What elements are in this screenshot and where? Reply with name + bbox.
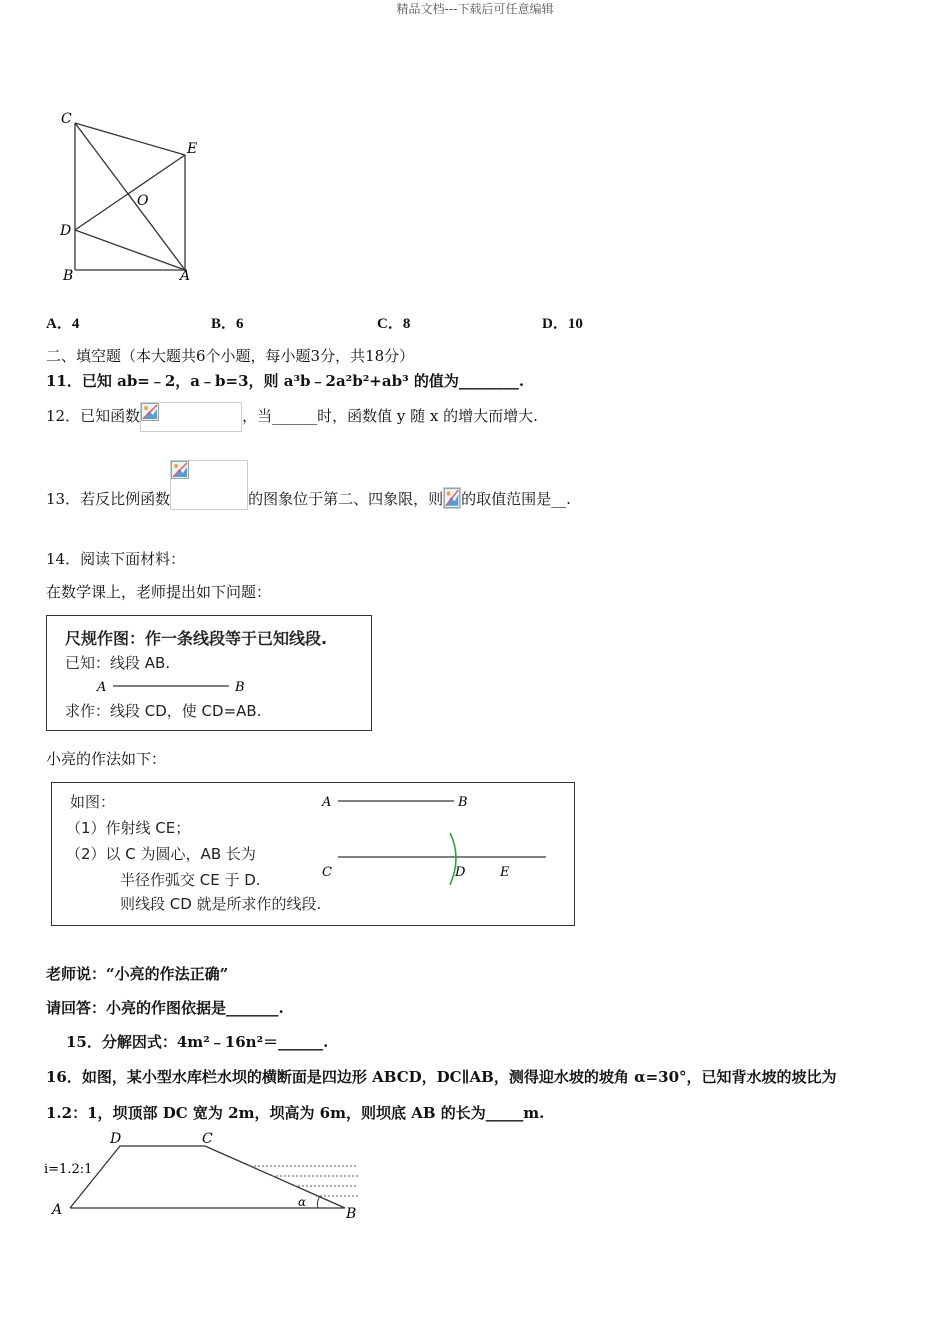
segment-ab [93, 676, 253, 696]
problem-box [46, 615, 372, 731]
broken-image-icon [141, 403, 159, 421]
box2-line3: （2）以 C 为圆心，AB 长为 [66, 845, 256, 863]
dam-label-a: A [52, 1202, 63, 1218]
q13-suffix: 的取值范围是__. [461, 490, 571, 508]
diag-label-a: A [322, 795, 332, 810]
diag-label-e: E [500, 865, 510, 880]
question-12 [46, 400, 538, 432]
dam-label-b: B [346, 1206, 357, 1222]
formula-image-placeholder [140, 402, 242, 432]
q13-prefix: 13．若反比例函数 [46, 490, 171, 508]
seg-label-b: B [235, 680, 245, 695]
label-e: E [187, 141, 198, 157]
broken-image-icon [444, 488, 460, 508]
variable-image-placeholder [443, 487, 461, 509]
construction-diagram [312, 787, 562, 897]
label-d: D [60, 223, 72, 239]
box2-line4: 半径作弧交 CE 于 D. [120, 871, 261, 889]
question-14-lead: 小亮的作法如下： [46, 750, 167, 768]
label-c: C [61, 111, 72, 127]
label-a: A [180, 268, 191, 284]
angle-alpha-label: α [298, 1195, 307, 1209]
broken-image-icon [171, 461, 189, 479]
slope-ratio-label: i=1.2:1 [44, 1162, 93, 1177]
figure-square-diagram [55, 105, 215, 285]
section-title: 二、填空题（本大题共6个小题，每小题3分，共18分） [46, 347, 415, 365]
option-d[interactable]: D．10 [542, 316, 583, 332]
page-header: 精品文档---下载后可任意编辑 [396, 2, 554, 16]
question-14-ask: 请回答：小亮的作图依据是_______. [46, 999, 284, 1017]
option-a[interactable]: A．4 [46, 316, 80, 332]
box1-requirement: 求作：线段 CD，使 CD=AB. [65, 702, 262, 720]
box2-line2: （1）作射线 CE； [66, 819, 191, 837]
seg-label-a: A [97, 680, 107, 695]
solution-box [51, 782, 575, 926]
box1-title: 尺规作图：作一条线段等于已知线段. [65, 629, 328, 648]
box2-line5: 则线段 CD 就是所求作的线段. [120, 895, 322, 913]
option-b[interactable]: B．6 [211, 316, 244, 332]
box2-line1: 如图： [70, 793, 116, 811]
diag-label-c: C [322, 865, 332, 880]
question-15: 15．分解因式：4m²﹣16n²＝______. [66, 1033, 329, 1051]
teacher-comment: 老师说：“小亮的作法正确” [46, 965, 229, 983]
dam-label-c: C [202, 1131, 213, 1147]
label-o: O [137, 193, 149, 209]
dam-figure [40, 1128, 370, 1228]
question-16-line2: 1.2：1，坝顶部 DC 宽为 2m，坝高为 6m，则坝底 AB 的长为_____m. [46, 1104, 545, 1122]
formula-image-placeholder [170, 460, 248, 510]
option-c[interactable]: C．8 [377, 316, 411, 332]
label-b: B [63, 268, 74, 284]
question-16-line1: 16．如图，某小型水库栏水坝的横断面是四边形 ABCD，DC∥AB，测得迎水坡的坡角 α=30°，已知背水坡的坡比为 [46, 1068, 837, 1086]
diag-label-b: B [458, 795, 468, 810]
q12-prefix: 12．已知函数 [46, 407, 141, 425]
q12-suffix: ，当______时，函数值 y 随 x 的增大而增大. [242, 407, 538, 425]
question-14-intro: 在数学课上，老师提出如下问题： [46, 583, 272, 601]
diag-label-d: D [455, 865, 466, 880]
question-13 [46, 460, 571, 510]
question-14-title: 14．阅读下面材料： [46, 550, 186, 568]
question-11: 11．已知 ab=﹣2，a﹣b=3，则 a³b﹣2a²b²+ab³ 的值为________. [46, 372, 525, 390]
dam-label-d: D [110, 1131, 122, 1147]
q13-middle: 的图象位于第二、四象限，则 [248, 490, 444, 508]
box1-given: 已知：线段 AB. [65, 654, 171, 672]
